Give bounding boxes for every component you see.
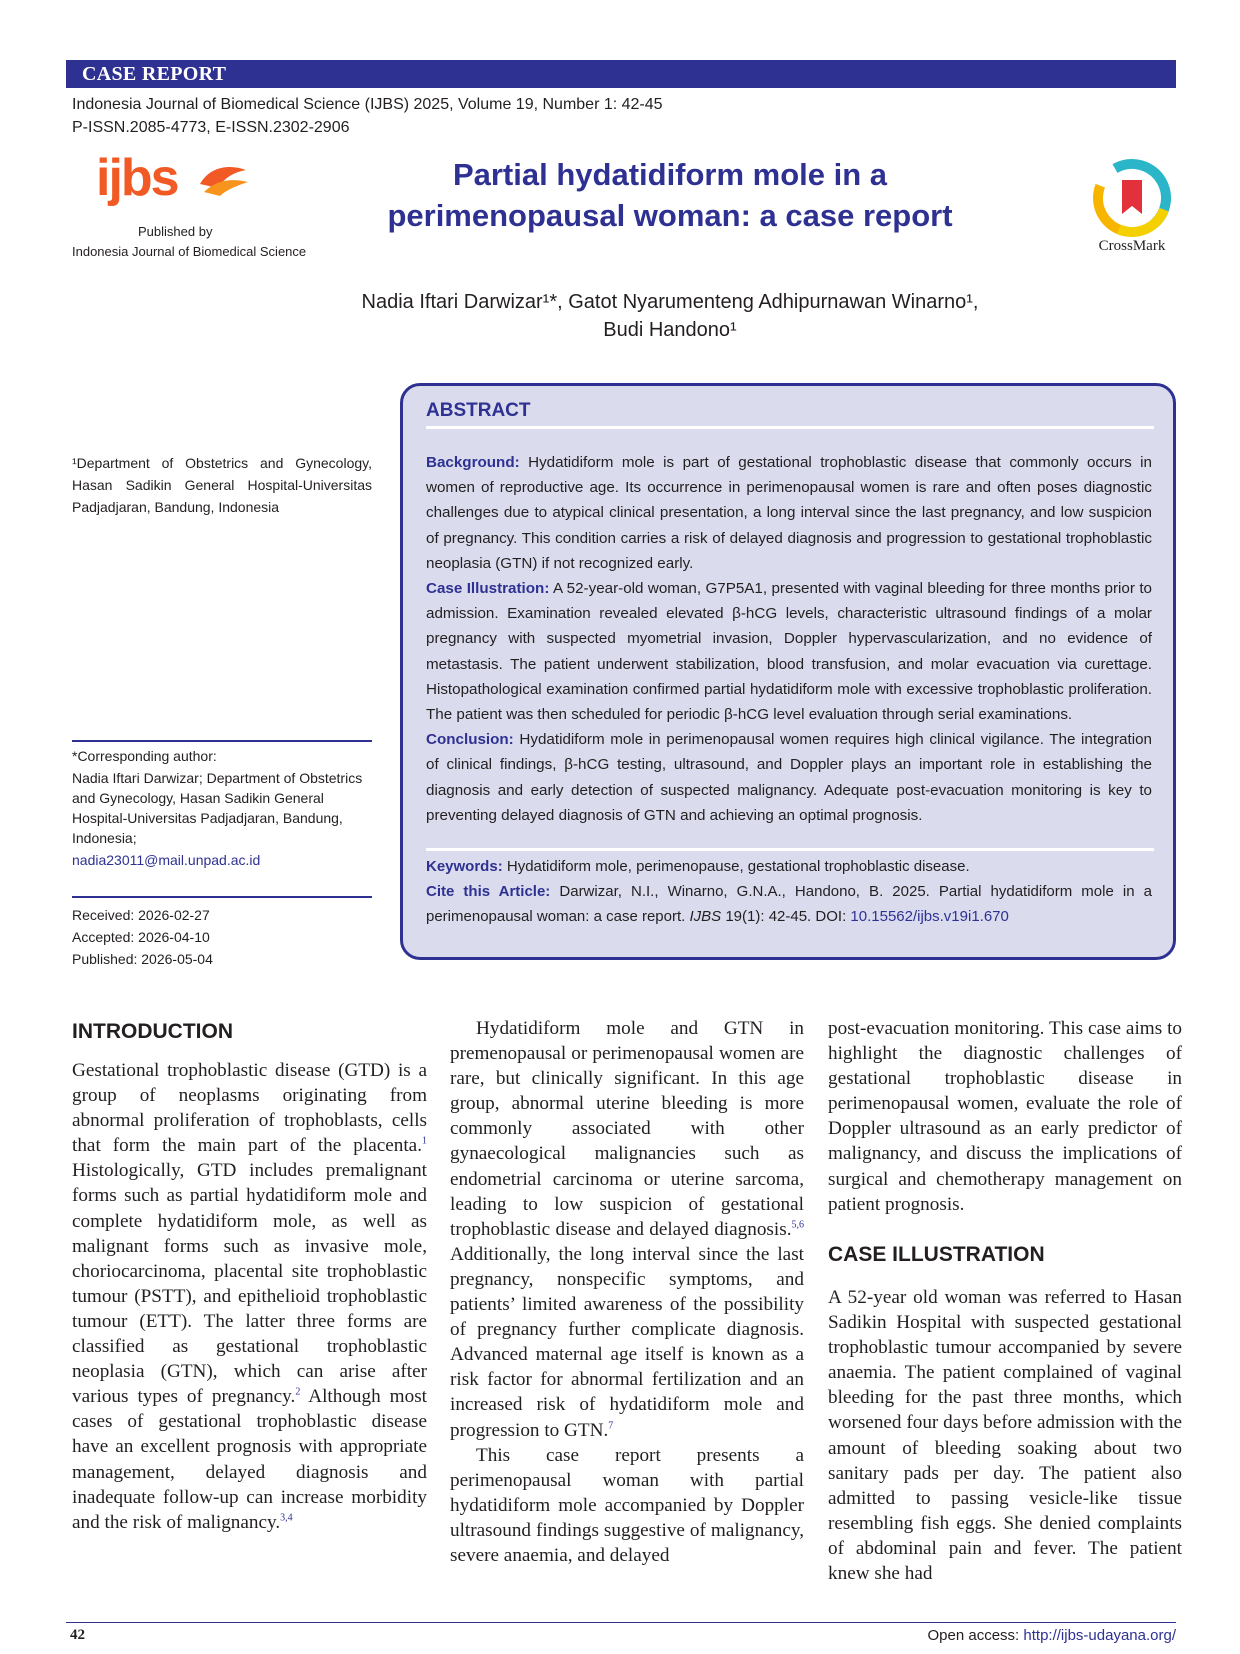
affiliation: ¹Department of Obstetrics and Gynecology, Hasan Sadikin General Hospital-Universitas Padjadjaran, Bandung, Indonesia <box>72 455 372 515</box>
intro-column-1 <box>72 1058 427 1535</box>
case-column <box>828 1285 1182 1586</box>
abstract-body <box>426 450 1152 828</box>
case-illustration-heading: CASE ILLUSTRATION <box>828 1243 1045 1266</box>
page-number: 42 <box>70 1627 85 1643</box>
intro-text-1: Gestational trophoblastic disease (GTD) is a group of neoplasms originating from abnormal proliferation of trophoblasts, cells that form the main part of the placenta. <box>72 1060 427 1157</box>
cite-article <box>426 879 1152 929</box>
case-paragraph: A 52-year old woman was referred to Hasan Sadikin Hospital with suspected gestational trophoblastic tumour accompanied by severe anaemia. The patient complained of vaginal bleeding for the past three months, which worsened four days before admission with the amount of bleeding soaking about two sanitary pads per day. The patient also admitted to passing vesicle-like tissue resembling fish eggs. She denied complaints of abdominal pain and fever. The patient knew she had <box>828 1287 1182 1585</box>
case-text: A 52-year-old woman, G7P5A1, presented with vaginal bleeding for three months prior to admission. Examination revealed elevated β-hCG levels, characteristic ultrasound findings of a molar pregnancy with suspected myometrial invasion, Doppler hypervascularization, and no evidence of metastasis. The patient underwent stabilization, blood transfusion, and molar evacuation via curettage. Histopathological examination confirmed partial hydatidiform mole with excessive trophoblastic proliferation. The patient was then scheduled for periodic β-hCG level evaluation through serial examinations. <box>426 580 1152 724</box>
journal-logo <box>96 148 256 218</box>
footer-rule <box>66 1622 1176 1623</box>
intro-text-4: Hydatidiform mole and GTN in premenopausal or perimenopausal women are rare, but clinically significant. In this age group, abnormal uterine bleeding is more commonly associated with other gynaecological malignancies such as endometrial carcinoma or uterine sarcoma, leading to low suspicion of gestational trophoblastic disease and delayed diagnosis. <box>450 1018 804 1240</box>
intro-text-5: Additionally, the long interval since the last pregnancy, nonspecific symptoms, and patients’ limited awareness of the possibility of pregnancy further complicate diagnosis. Advanced maternal age itself is known as a risk factor for abnormal fertilization and an increased risk of hydatidiform mole and progression to GTN. <box>450 1243 804 1441</box>
citation-ref[interactable]: 2 <box>295 1386 301 1398</box>
intro-paragraph-2 <box>450 1016 804 1443</box>
corresponding-author <box>72 746 372 870</box>
author-line-1: Nadia Iftari Darwizar¹*, Gatot Nyarumenteng Adhipurnawan Winarno¹, <box>361 291 979 313</box>
article-dates <box>72 904 372 970</box>
cite-journal: IJBS <box>689 908 722 925</box>
intro-text-2: Histologically, GTD includes premalignant forms such as partial hydatidiform mole and complete hydatidiform mole, as well as malignant forms such as invasive mole, choriocarcinoma, placental site trophoblastic tumour (PSTT), and epithelioid trophoblastic tumour (ETT). The latter three forms are classified as gestational trophoblastic neoplasia (GTN), which can arise after various types of pregnancy. <box>72 1160 427 1408</box>
issn: P-ISSN.2085-4773, E-ISSN.2302-2906 <box>72 119 350 136</box>
open-access <box>928 1627 1176 1644</box>
logo-hands-icon <box>196 158 251 198</box>
logo-wordmark: ijbs <box>96 149 178 207</box>
intro-column-3 <box>828 1016 1182 1217</box>
open-access-label: Open access: <box>927 1627 1020 1644</box>
abstract-case <box>426 576 1152 727</box>
citation-ref[interactable]: 5,6 <box>791 1219 804 1231</box>
intro-paragraph <box>72 1058 427 1535</box>
keywords-label: Keywords: <box>426 858 503 875</box>
published-by-label: Published by <box>138 224 213 239</box>
abstract-conclusion <box>426 727 1152 828</box>
introduction-heading: INTRODUCTION <box>72 1020 233 1043</box>
corresponding-email-link[interactable]: nadia23011@mail.unpad.ac.id <box>72 852 261 868</box>
citation-ref[interactable]: 3,4 <box>280 1512 293 1524</box>
corresponding-label: *Corresponding author: <box>72 748 217 764</box>
keywords <box>426 854 1152 879</box>
case-label: Case Illustration: <box>426 580 550 598</box>
publisher-name: Indonesia Journal of Biomedical Science <box>72 244 307 259</box>
journal-url-link[interactable]: http://ijbs-udayana.org/ <box>1023 1627 1176 1644</box>
intro-paragraph-4: post-evacuation monitoring. This case aims to highlight the diagnostic challenges of gestational trophoblastic disease in perimenopausal women, evaluate the role of Doppler ultrasound as an early predictor of malignancy, and discuss the implications of surgical and chemotherapy management on patient prognosis. <box>828 1018 1182 1215</box>
background-text: Hydatidiform mole is part of gestational trophoblastic disease that commonly occurs in women of reproductive age. Its occurrence in perimenopausal women is rare and often poses diagnostic challenges due to atypical clinical presentation, a long interval since the last pregnancy, and low suspicion of pregnancy. This condition carries a risk of delayed diagnosis and progression to gestational trophoblastic neoplasia (GTN) if not recognized early. <box>426 454 1152 572</box>
intro-paragraph-3: This case report presents a perimenopausal woman with partial hydatidiform mole accompanied by Doppler ultrasound findings suggestive of malignancy, severe anaemia, and delayed <box>450 1444 804 1566</box>
conclusion-label: Conclusion: <box>426 731 514 749</box>
keywords-rule <box>426 848 1154 851</box>
keywords-block <box>426 854 1152 929</box>
abstract-rule <box>426 426 1154 429</box>
author-list <box>300 288 1040 344</box>
doi-link[interactable]: 10.15562/ijbs.v19i1.670 <box>850 908 1009 925</box>
cite-volume: 19(1): 42-45. DOI: <box>725 908 847 925</box>
abstract-background <box>426 450 1152 576</box>
citation-ref[interactable]: 7 <box>608 1420 614 1432</box>
sidebar-divider <box>72 740 372 742</box>
published-date: Published: 2026-05-04 <box>72 951 213 967</box>
cite-text: Darwizar, N.I., Winarno, G.N.A., Handono, B. 2025. Partial hydatidiform mole in a perimenopausal woman: a case report. <box>426 883 1152 925</box>
conclusion-text: Hydatidiform mole in perimenopausal women requires high clinical vigilance. The integration of clinical findings, β-hCG testing, ultrasound, and Doppler plays an important role in establishing the diagnosis and early detection of suspected malignancy. Adequate post-evacuation monitoring is key to preventing delayed diagnosis of GTN and achieving an optimal prognosis. <box>426 731 1152 824</box>
journal-citation: Indonesia Journal of Biomedical Science (IJBS) 2025, Volume 19, Number 1: 42-45 <box>72 96 663 113</box>
cite-label: Cite this Article: <box>426 883 551 900</box>
crossmark-label: CrossMark <box>1098 238 1166 254</box>
article-type-banner <box>66 60 1176 88</box>
crossmark-icon <box>1092 158 1172 238</box>
intro-text-3: Although most cases of gestational trophoblastic disease have an excellent prognosis with appropriate management, delayed diagnosis and inadequate follow-up can increase morbidity and the risk of malignancy. <box>72 1386 427 1533</box>
article-type-label: CASE REPORT <box>82 63 227 85</box>
crossmark-badge[interactable] <box>1092 158 1172 258</box>
corresponding-details: Nadia Iftari Darwizar; Department of Obstetrics and Gynecology, Hasan Sadikin General Hospital-Universitas Padjadjaran, Bandung, Indonesia; <box>72 770 363 846</box>
background-label: Background: <box>426 454 520 471</box>
received-date: Received: 2026-02-27 <box>72 907 210 923</box>
article-title: Partial hydatidiform mole in a perimenopausal woman: a case report <box>387 157 953 233</box>
intro-column-2 <box>450 1016 804 1568</box>
keywords-text: Hydatidiform mole, perimenopause, gestational trophoblastic disease. <box>506 858 970 875</box>
abstract-heading: ABSTRACT <box>426 400 531 421</box>
sidebar-divider <box>72 896 372 898</box>
author-line-2: Budi Handono¹ <box>603 319 737 341</box>
citation-ref[interactable]: 1 <box>422 1135 427 1147</box>
accepted-date: Accepted: 2026-04-10 <box>72 929 210 945</box>
